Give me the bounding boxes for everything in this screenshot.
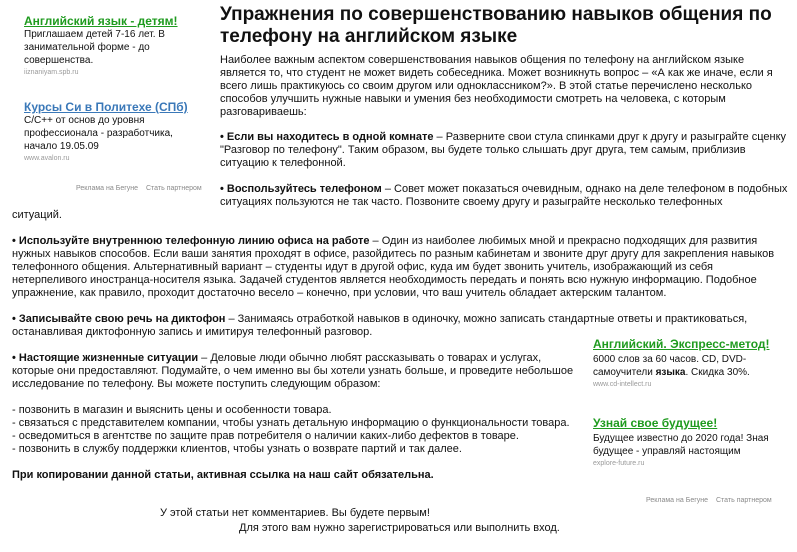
right-ad-footer [646, 497, 772, 504]
become-partner-link[interactable]: Стать партнером [715, 497, 772, 504]
ad-english-kids-link[interactable]: Английский язык - детям! [24, 14, 178, 28]
ad-english-express-link[interactable]: Английский. Экспресс-метод! [593, 337, 770, 351]
left-ad-block [24, 14, 204, 162]
ad-english-kids [24, 14, 204, 76]
tip-office-line-heading: • Используйте внутреннюю телефонную линию офиса на работе [12, 235, 370, 247]
list-item: - связаться с представителем компании, чтобы узнать детальную информацию о функциональности товара. [12, 417, 570, 429]
article-title: Упражнения по совершенствованию навыков общения по телефону на английском языке [220, 4, 772, 47]
advertise-on-begun-link[interactable]: Реклама на Бегуне [646, 497, 709, 504]
call-list [12, 404, 590, 456]
ad-english-kids-url[interactable]: iiznaniyam.spb.ru [24, 69, 79, 76]
tip-same-room-heading: • Если вы находитесь в одной комнате [220, 131, 434, 143]
ad-english-express-url[interactable]: www.cd-intellect.ru [593, 381, 652, 388]
left-ad-footer [76, 185, 202, 192]
tip-dictaphone [12, 313, 790, 339]
ad-future [593, 416, 793, 467]
tip-real-situations-heading: • Настоящие жизненные ситуации [12, 352, 199, 364]
ad-text-part: 6000 слов за 60 часов. CD, DVD-самоучители [593, 354, 747, 378]
tip-dictaphone-text: – Занимаясь отработкой навыков в одиночку, можно записать стандартные ответы и практиковаться, останавливая диктофонную запись и имитируя телефонный разговор. [12, 313, 748, 338]
tip-real-situations [12, 352, 584, 391]
tip-office-line [12, 235, 790, 300]
ad-c-courses-text: С/С++ от основ до уровня профессионала - разработчика, начало 19.05.09 [24, 115, 173, 152]
ad-c-courses-url[interactable]: www.avalon.ru [24, 155, 70, 162]
tip-dictaphone-heading: • Записывайте свою речь на диктофон [12, 313, 226, 325]
ad-text-part: . Скидка 30%. [685, 367, 750, 378]
ad-english-express [593, 337, 793, 388]
list-item: - позвонить в магазин и выяснить цены и особенности товара. [12, 404, 332, 416]
tip-use-phone-text: – Совет может показаться очевидным, однако на деле телефоном в подобных ситуациях пользуются не так часто. Позвоните своему другу и разыграйте несколько телефонных [220, 183, 788, 208]
tip-same-room-text: – Разверните свои стула спинками друг к другу и разыграйте сценку "Разговор по телефону". Таким образом, вы будете только слышать друг друга, тем самым, приблизив ситуацию к телефонной. [220, 131, 787, 169]
ad-c-courses [24, 100, 204, 162]
ad-future-link[interactable]: Узнай свое будущее! [593, 416, 718, 430]
ad-c-courses-link[interactable]: Курсы Си в Политехе (СПб) [24, 100, 188, 114]
ad-english-kids-text: Приглашаем детей 7-16 лет. В занимательной форме - до совершенства. [24, 29, 165, 66]
login-prompt-text[interactable]: Для этого вам нужно зарегистрироваться или выполнить вход. [239, 522, 560, 534]
copy-notice: При копировании данной статьи, активная ссылка на наш сайт обязательна. [12, 469, 434, 481]
tip-real-situations-text: – Деловые люди обычно любят рассказывать о товарах и услугах, которые они предоставляют. Подумайте, о чем именно вы бы хотели узнать больше, и проведите небольшое исследование по телефону. Вы можете поступить следующим образом: [12, 352, 574, 390]
list-item: - осведомиться в агентстве по защите прав потребителя о наличии каких-либо дефектов в товаре. [12, 430, 519, 442]
tip-use-phone [220, 183, 788, 209]
ad-future-text: Будущее известно до 2020 года! Зная будущее - управляй настоящим [593, 433, 769, 457]
advertise-on-begun-link[interactable]: Реклама на Бегуне [76, 185, 139, 192]
tip-same-room [220, 131, 788, 170]
ad-future-url[interactable]: explore-future.ru [593, 460, 645, 467]
ad-text-bold: языка [655, 367, 686, 378]
list-item: - позвонить в службу поддержки клиентов, чтобы узнать о возврате партий и так далее. [12, 443, 462, 455]
become-partner-link[interactable]: Стать партнером [145, 185, 202, 192]
article-intro: Наиболее важным аспектом совершенствования навыков общения по телефону на английском языке является то, что студент не может видеть собеседника. Может возникнуть вопрос – «А как же иначе, если я всего лишь практикуюсь со своим другом или одноклассником?». В этой статье перечислено несколько способов улучшить нужные навыки и умения без необходимости смотреть на человека, с которым разговариваешь: [220, 54, 773, 118]
right-ad-block [593, 337, 793, 467]
ad-english-express-text [593, 353, 793, 379]
tip-use-phone-continued: ситуаций. [12, 209, 62, 221]
tip-use-phone-heading: • Воспользуйтесь телефоном [220, 183, 382, 195]
no-comments-text: У этой статьи нет комментариев. Вы будете первым! [160, 507, 430, 519]
tip-office-line-text: – Один из наиболее любимых мной и прекрасно подходящих для развития нужных навыков способов. Если ваши занятия проходят в офисе, разойдитесь по разным кабинетам и звоните друг другу для закрепления навыков телефонного общения. Альтернативный вариант – студенты идут в другой офис, куда им будет звонить учитель, изображающий из себя нетерпеливого иностранца-носителя языка. Задачей студентов является необходимость передать и понять всю нужную информацию. Подобное упражнение, как правило, проходит достаточно весело – конечно, при условии, что ваш учитель обладает актерским талантом. [12, 235, 775, 299]
